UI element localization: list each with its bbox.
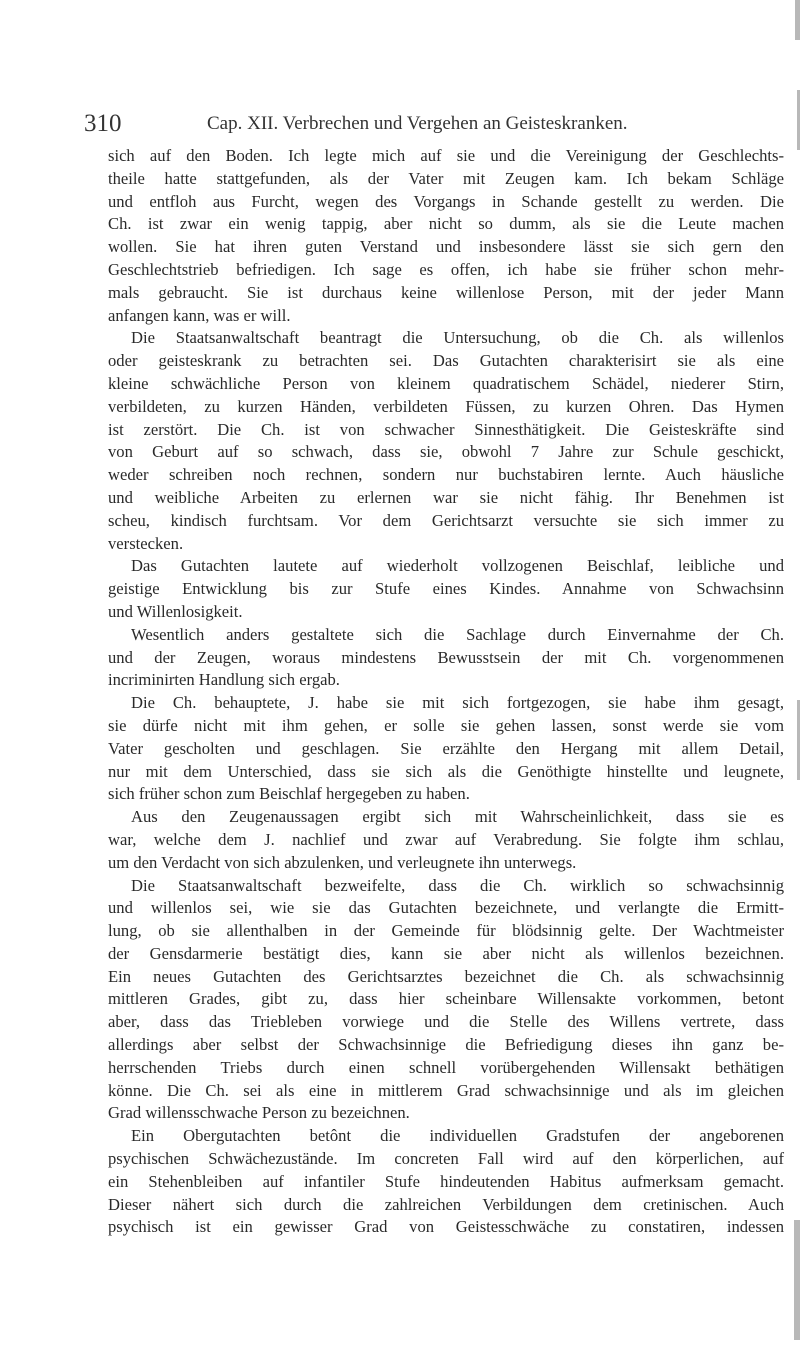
text-line: scheu, kindisch furchtsam. Vor dem Gerichtsarzt versuchte sie sich immer zu [108, 510, 784, 530]
text-line: war, welche dem J. nachlief und zwar auf Verabredung. Sie folgte ihm schlau, [108, 829, 784, 849]
text-line: lung, ob sie allenthalben in der Gemeinde für blödsinnig gelte. Der Wachtmeister [108, 921, 784, 941]
text-line: und der Zeugen, woraus mindestens Bewusstsein der mit Ch. vorgenommenen [108, 647, 784, 667]
running-title: Cap. XII. Verbrechen und Vergehen an Geisteskranken. [207, 113, 628, 134]
text-line: Die Ch. behauptete, J. habe sie mit sich fortgezogen, sie habe ihm gesagt, [131, 693, 784, 713]
text-line: oder geisteskrank zu betrachten sei. Das Gutachten charakterisirt sie als eine [108, 351, 784, 371]
text-line: mittleren Grades, gibt zu, dass hier scheinbare Willensakte vorkommen, betont [108, 989, 784, 1009]
text-line: Die Staatsanwaltschaft beantragt die Untersuchung, ob die Ch. als willenlos [131, 328, 784, 348]
text-line: und Willenlosigkeit. [108, 601, 243, 621]
text-line: und entfloh aus Furcht, wegen des Vorgangs in Schande gestellt zu werden. Die [108, 191, 784, 211]
page-header [84, 110, 684, 140]
text-line: ist zerstört. Die Ch. ist von schwacher Sinnesthätigkeit. Die Geisteskräfte sind [108, 419, 784, 439]
text-line: Vater gescholten und geschlagen. Sie erzählte den Hergang mit allem Detail, [108, 738, 784, 758]
text-line: nur mit dem Unterschied, dass sie sich als die Genöthigte hinstellte und leugnete, [108, 761, 784, 781]
text-line: sich auf den Boden. Ich legte mich auf sie und die Vereinigung der Geschlechts- [108, 146, 784, 165]
text-line: Das Gutachten lautete auf wiederholt vollzogenen Beischlaf, leibliche und [131, 556, 784, 576]
text-line: Grad willensschwache Person zu bezeichnen. [108, 1103, 410, 1123]
text-line: der Gensdarmerie bestätigt dies, kann sie aber nicht als willenlos bezeichnen. [108, 943, 784, 963]
text-line: von Geburt auf so schwach, dass sie, obwohl 7 Jahre zur Schule geschickt, [108, 442, 784, 462]
text-line: Ein neues Gutachten des Gerichtsarztes bezeichnet die Ch. als schwachsinnig [108, 966, 784, 986]
text-line: verstecken. [108, 533, 184, 553]
text-line: Ch. ist zwar ein wenig tappig, aber nicht so dumm, als sie die Leute machen [108, 214, 784, 234]
text-line: Die Staatsanwaltschaft bezweifelte, dass die Ch. wirklich so schwachsinnig [131, 875, 784, 895]
text-line: psychisch ist ein gewisser Grad von Geistesschwäche zu constatiren, indessen [108, 1217, 784, 1237]
text-line: allerdings aber selbst der Schwachsinnige die Befriedigung dieses ihn ganz be- [108, 1035, 784, 1055]
text-line: mals gebraucht. Sie ist durchaus keine willenlose Person, mit der jeder Mann [108, 282, 784, 302]
text-line: anfangen kann, was er will. [108, 305, 291, 325]
text-line: herrschenden Triebs durch einen schnell vorübergehenden Willensakt bethätigen [108, 1057, 784, 1077]
text-line: sie dürfe nicht mit ihm gehen, er solle sie gehen lassen, sonst werde sie vom [108, 715, 784, 735]
text-line: theile hatte stattgefunden, als der Vater mit Zeugen kam. Ich bekam Schläge [108, 168, 784, 188]
text-line: kleine schwächliche Person von kleinem quadratischem Schädel, niederer Stirn, [108, 373, 784, 393]
text-line: weder schreiben noch rechnen, sondern nur buchstabiren lernte. Auch häusliche [108, 465, 784, 485]
body-text [108, 145, 784, 1239]
text-line: und willenlos sei, wie sie das Gutachten bezeichnete, und verlangte die Ermitt- [108, 898, 784, 918]
text-line: Ein Obergutachten betônt die individuellen Gradstufen der angeborenen [131, 1126, 784, 1146]
scan-edge-shadow [795, 0, 800, 40]
text-line: psychischen Schwächezustände. Im concreten Fall wird auf den körperlichen, auf [108, 1149, 784, 1169]
text-line: Dieser nähert sich durch die zahlreichen Verbildungen dem cretinischen. Auch [108, 1194, 784, 1214]
text-line: könne. Die Ch. sei als eine in mittlerem Grad schwachsinnige und als im gleichen [108, 1080, 784, 1100]
text-line: aber, dass das Triebleben vorwiege und die Stelle des Willens vertrete, dass [108, 1012, 784, 1032]
text-line: incriminirten Handlung sich ergab. [108, 670, 340, 690]
text-line: Wesentlich anders gestaltete sich die Sachlage durch Einvernahme der Ch. [131, 624, 784, 644]
text-line: Geschlechtstrieb befriedigen. Ich sage es offen, ich habe sie früher schon mehr- [108, 259, 784, 279]
text-line: um den Verdacht von sich abzulenken, und verleugnete ihn unterwegs. [108, 852, 577, 872]
text-line: verbildeten, zu kurzen Händen, verbildeten Füssen, zu kurzen Ohren. Das Hymen [108, 396, 784, 416]
text-line: und weibliche Arbeiten zu erlernen war sie nicht fähig. Ihr Benehmen ist [108, 487, 784, 507]
page-number: 310 [84, 110, 122, 137]
text-line: geistige Entwicklung bis zur Stufe eines Kindes. Annahme von Schwachsinn [108, 579, 784, 599]
scan-edge-shadow [794, 1220, 800, 1340]
text-line: sich früher schon zum Beischlaf hergegeben zu haben. [108, 784, 470, 804]
text-line: ein Stehenbleiben auf infantiler Stufe hindeutenden Habitus aufmerksam gemacht. [108, 1171, 784, 1191]
text-line: wollen. Sie hat ihren guten Verstand und insbesondere lässt sie sich gern den [108, 237, 784, 257]
text-line: Aus den Zeugenaussagen ergibt sich mit Wahrscheinlichkeit, dass sie es [131, 807, 784, 827]
